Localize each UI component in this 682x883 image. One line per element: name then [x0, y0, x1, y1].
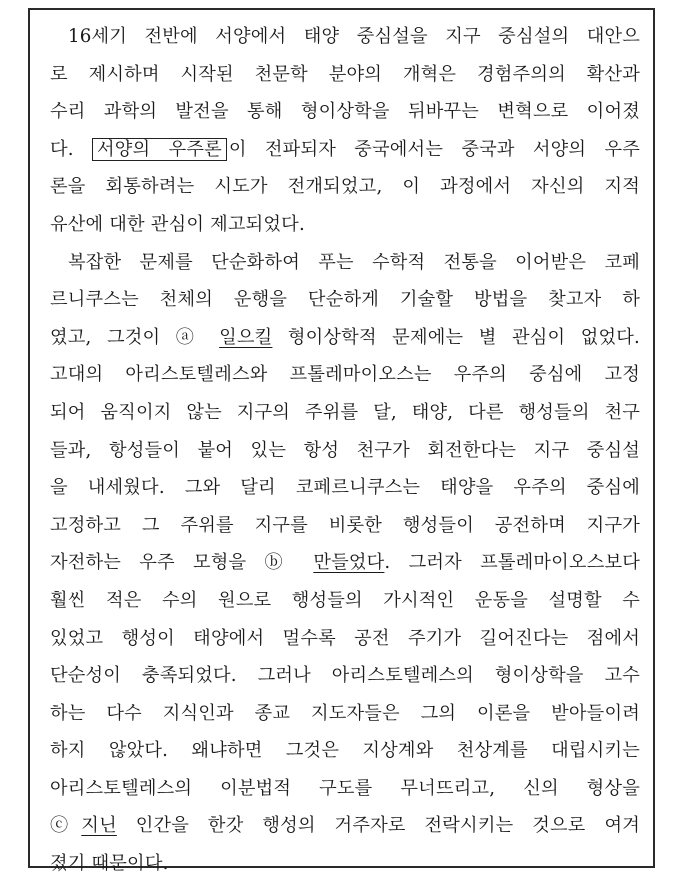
passage-line: 고정하고 그 주위를 지구를 비롯한 행성들이 공전하며 지구가 — [50, 514, 640, 536]
circled-marker-a: ⓐ — [175, 326, 204, 348]
boxed-term: 서양의 우주론 — [92, 138, 227, 161]
passage-line: 수리 과학의 발전을 통해 형이상학을 뒤바꾸는 변혁으로 이어졌 — [50, 101, 640, 123]
passage-text-fragment: 였고, 그것이 — [50, 326, 176, 348]
passage-line: 되어 움직이지 않는 지구의 주위를 달, 태양, 다른 행성들의 천구 — [50, 401, 640, 423]
underlined-word-a: 일으킬 — [219, 326, 273, 348]
passage-line: 고대의 아리스토텔레스와 프톨레마이오스는 우주의 중심에 고정 — [50, 364, 640, 386]
passage-line: 아리스토텔레스의 이분법적 구도를 무너뜨리고, 신의 형상을 — [50, 777, 640, 799]
circled-marker-c: ⓒ — [50, 815, 82, 837]
passage-text — [50, 18, 640, 883]
passage-line: 16세기 전반에 서양에서 태양 중심설을 지구 중심설의 대안으 — [68, 26, 640, 47]
passage-line: 하지 않았다. 왜냐하면 그것은 지상계와 천상계를 대립시키는 — [50, 740, 640, 762]
passage-text-fragment: . 그러자 프톨레마이오스보다 — [384, 552, 641, 574]
passage-line: 론을 회통하려는 시도가 전개되었고, 이 과정에서 자신의 지적 — [50, 176, 640, 198]
passage-line: 단순성이 충족되었다. 그러나 아리스토텔레스의 형이상학을 고수 — [50, 665, 640, 687]
passage-line — [50, 319, 640, 357]
passage-text-fragment: 형이상학적 문제에는 별 관심이 없었다. — [272, 326, 640, 348]
passage-line: 로 제시하며 시작된 천문학 분야의 개혁은 경험주의의 확산과 — [50, 63, 640, 85]
passage-text-fragment: 이 전파되자 중국에서는 중국과 서양의 우주 — [228, 138, 640, 160]
passage-line: 을 내세웠다. 그와 달리 코페르니쿠스는 태양을 우주의 중심에 — [50, 477, 640, 499]
passage-line — [50, 544, 640, 582]
passage-line: 들과, 항성들이 붙어 있는 항성 천구가 회전한다는 지구 중심설 — [50, 439, 640, 461]
passage-line: 르니쿠스는 천체의 운행을 단순하게 기술할 방법을 찾고자 하 — [50, 289, 640, 311]
passage-text-fragment: 인간을 한갓 행성의 거주자로 전락시키는 것으로 여겨 — [116, 815, 640, 837]
underlined-word-c: 지닌 — [81, 815, 117, 837]
passage-line: 하는 다수 지식인과 종교 지도자들은 그의 이론을 받아들이려 — [50, 702, 640, 724]
passage-line — [50, 807, 640, 845]
passage-text-fragment: 자전하는 우주 모형을 — [50, 552, 265, 574]
passage-text-fragment: 다. — [50, 138, 93, 160]
circled-marker-b: ⓑ — [264, 552, 296, 574]
passage-line: 유산에 대한 관심이 제고되었다. — [50, 213, 305, 235]
passage-line: 훨씬 적은 수의 원으로 행성들의 가시적인 운동을 설명할 수 — [50, 589, 640, 611]
underlined-word-b: 만들었다 — [313, 552, 385, 574]
passage-line: 복잡한 문제를 단순화하여 푸는 수학적 전통을 이어받은 코페 — [68, 251, 640, 273]
passage-line: 졌기 때문이다. — [50, 853, 169, 875]
passage-line — [50, 131, 640, 169]
passage-line: 있었고 행성이 태양에서 멀수록 공전 주기가 길어진다는 점에서 — [50, 627, 640, 649]
